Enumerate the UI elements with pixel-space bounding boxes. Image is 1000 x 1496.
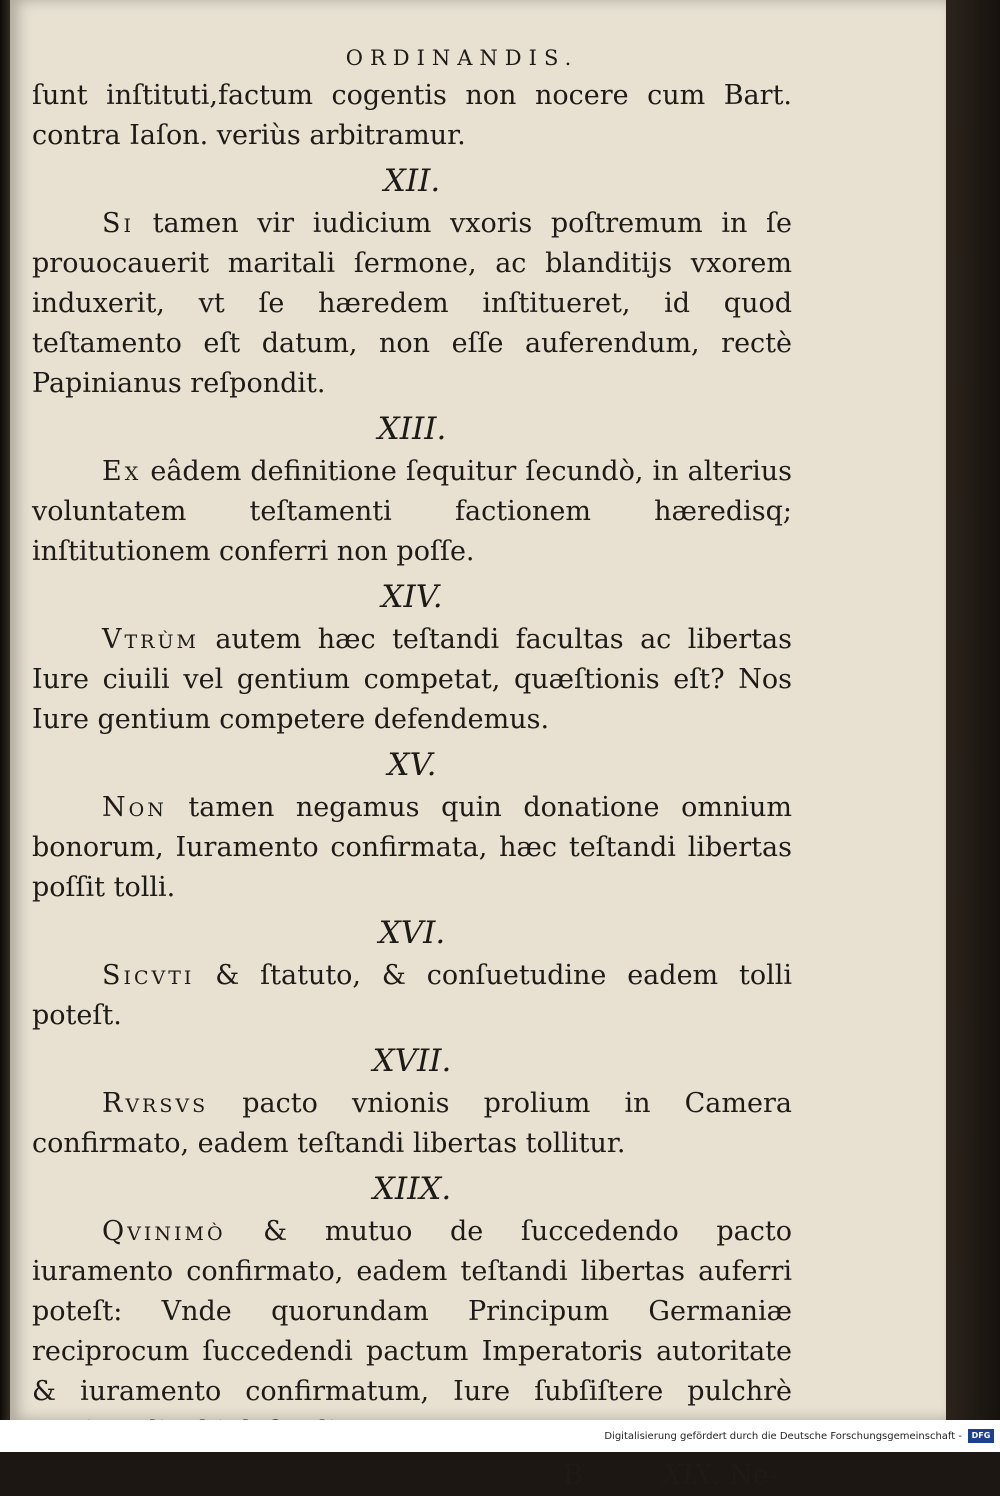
section-xv [32, 742, 792, 908]
section-numeral: XVII. [372, 1043, 452, 1079]
section-numeral: XIV. [381, 579, 443, 615]
section-text: eâdem definitione ſequitur ſecundò, in alterius voluntatem teſtamenti factionem hæredisq; inſtitutionem conferri non poſſe. [32, 456, 792, 567]
section-paragraph [32, 956, 792, 1036]
section-text: & ſtatuto, & conſuetudine eadem tolli poteſt. [32, 960, 792, 1031]
catchword-group [663, 1456, 778, 1496]
next-numeral: XIX. [662, 1460, 721, 1491]
section-xvii [32, 1038, 792, 1164]
section-paragraph [32, 1084, 792, 1164]
section-numeral: XIIX. [372, 1171, 452, 1207]
section-numeral: XVI. [378, 915, 446, 951]
catchword: Ne- [729, 1460, 778, 1491]
section-text: autem hæc teſtandi facultas ac libertas Iure ciuili vel gentium competat, quæſtionis eſt? Nos Iure gentium competere defendemus. [32, 624, 792, 735]
section-text: tamen vir iudicium vxoris poſtremum in ſe prouocauerit maritali ſermone, ac blanditijs vxorem induxerit, vt ſe hæredem inſtitueret, id quod teſtamento eſt datum, non eſſe auferendum, rectè Papinianus reſpondit. [32, 208, 792, 399]
section-paragraph [32, 1212, 792, 1452]
section-xvi [32, 910, 792, 1036]
dfg-logo-icon: DFG [968, 1429, 994, 1443]
section-xiv [32, 574, 792, 740]
section-paragraph [32, 788, 792, 908]
section-xii [32, 158, 792, 404]
section-paragraph [32, 204, 792, 404]
lead-word: Si [102, 208, 135, 239]
section-numeral: XV. [387, 747, 437, 783]
catchline [32, 1456, 792, 1496]
lead-word: Qvinimò [102, 1216, 226, 1247]
lead-word: Vtrùm [102, 624, 199, 655]
lead-word: Sicvti [102, 960, 195, 991]
section-text: pacto vnionis prolium in Camera confirmato, eadem teſtandi libertas tollitur. [32, 1088, 792, 1159]
section-numeral: XII. [383, 163, 441, 199]
section-numeral: XIII. [377, 411, 447, 447]
scan-page-edge [946, 0, 1000, 1420]
running-head: ORDINANDIS. [345, 46, 579, 70]
lead-word: Non [102, 792, 167, 823]
section-xiii [32, 406, 792, 572]
opening-paragraph: ſunt inſtituti,factum cogentis non nocere cum Bart. contra Iaſon. veriùs arbitramur. [32, 80, 792, 151]
section-paragraph [32, 620, 792, 740]
section-xiix [32, 1166, 792, 1452]
footer-credit: Digitalisierung gefördert durch die Deutsche Forschungsgemeinschaft - [604, 1431, 962, 1442]
section-text: & mutuo de ſuccedendo pacto iuramento confirmato, eadem teſtandi libertas auferri poteſt: Vnde quorundam Principum Germaniæ reciprocum ſuccedendi pactum Imperatoris autoritate & iuramento confirmatum, Iure ſubſiſtere pulchrè [32, 1216, 792, 1407]
section-paragraph [32, 452, 792, 572]
lead-word: Rvrsvs [102, 1088, 209, 1119]
page-text [32, 46, 792, 1496]
section-text: tamen negamus quin donatione omnium bonorum, Iuramento confirmata, hæc teſtandi libertas poſſit tolli. [32, 792, 792, 903]
signature-mark: B [563, 1460, 583, 1491]
lead-word: Ex [102, 456, 142, 487]
